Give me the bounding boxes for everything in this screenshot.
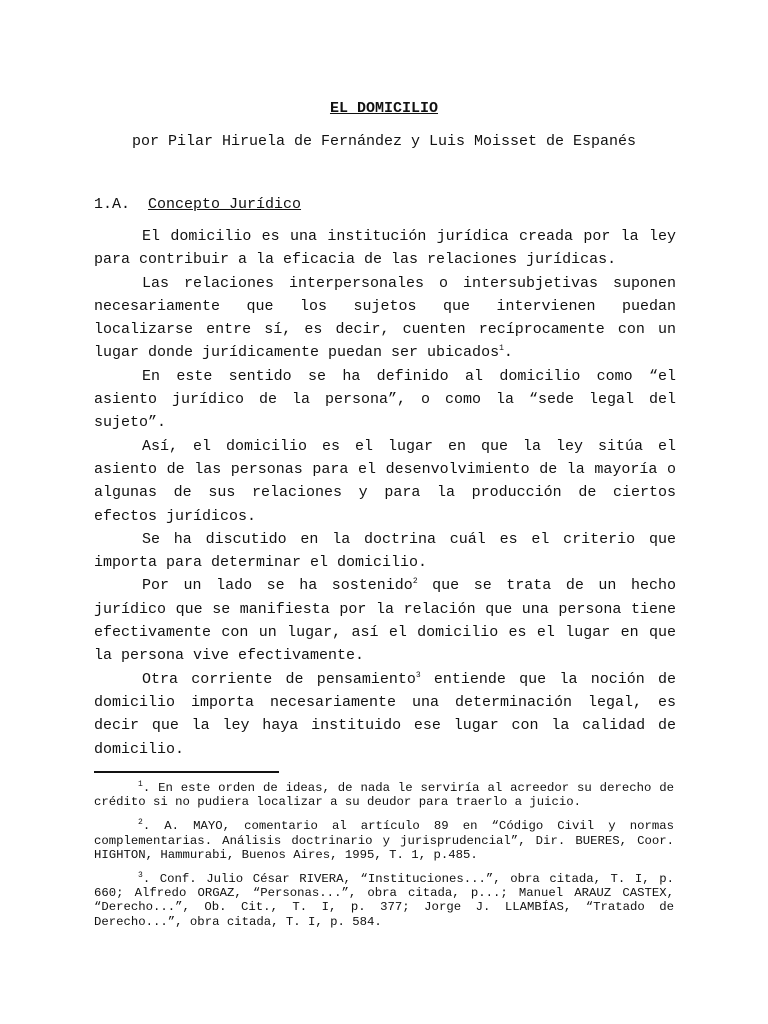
document-body [94, 225, 676, 761]
footnote-reference: 2 [412, 577, 418, 587]
body-paragraph: Otra corriente de pensamiento$^3$ entiende que la noción de domicilio importa necesariamente una determinación legal, es decir que la ley haya instituido ese lugar con la calidad de domicilio. [94, 670, 676, 758]
section-header [94, 196, 301, 213]
body-paragraph: Se ha discutido en la doctrina cuál es el criterio que importa para determinar el domicilio. [94, 530, 676, 572]
footnote-mark: 1 [138, 779, 143, 789]
footnote-reference: 1 [499, 344, 504, 354]
footnote-separator [94, 771, 279, 773]
section-heading: Concepto Jurídico [148, 196, 302, 213]
body-paragraph: Por un lado se ha sostenido$^2$ que se trata de un hecho jurídico que se manifiesta por la relación que una persona tiene efectivamente con un lugar, así el domicilio es el lugar en que la persona vive efectivamente. [94, 577, 676, 665]
footnote-mark: 2 [138, 818, 143, 828]
body-paragraph: El domicilio es una institución jurídica creada por la ley para contribuir a la eficacia de las relaciones jurídicas. [94, 228, 676, 269]
body-paragraph: Las relaciones interpersonales o intersubjetivas suponen necesariamente que los sujetos que intervienen puedan localizarse entre sí, es decir, cuenten recíprocamente con un lugar donde jurídicamente puedan ser ubicados$^1$. [94, 274, 676, 362]
document-authors: por Pilar Hiruela de Fernández y Luis Moisset de Espanés [131, 133, 637, 150]
footnote: $^3$. Conf. Julio César RIVERA, “Instituciones...”, obra citada, T. I, p. 660; Alfredo ORGAZ, “Personas...”, obra citada, p...; Manuel ARAUZ CASTEX, “Derecho...”, Ob. Cit., T. I, p. 377; Jorge J. LLAMBÍAS, “Tratado de Derecho...”, obra citada, T. I, p. 584. [94, 870, 674, 929]
footnote: $^1$. En este orden de ideas, de nada le serviría al acreedor su derecho de crédito si no pudiera localizar a su deudor para traerlo a juicio. [94, 779, 674, 810]
footnote-reference: 3 [415, 670, 421, 680]
document-title: EL DOMICILIO [329, 100, 439, 117]
footnote: $^2$. A. MAYO, comentario al artículo 89 en “Código Civil y normas complementarias. Análisis doctrinario y jurisprudencial”, Dir. BUERES, Coor. HIGHTON, Hammurabi, Buenos Aires, 1995, T. 1, p.485. [94, 818, 674, 862]
footnotes [94, 781, 674, 939]
body-paragraph: Así, el domicilio es el lugar en que la ley sitúa el asiento de las personas para el desenvolvimiento de la mayoría o algunas de sus relaciones y para la producción de ciertos efectos jurídicos. [94, 437, 676, 525]
body-paragraph: En este sentido se ha definido al domicilio como “el asiento jurídico de la persona”, o como la “sede legal del sujeto”. [94, 367, 676, 432]
footnote-mark: 3 [138, 870, 143, 880]
section-number: 1.A. [94, 196, 131, 213]
